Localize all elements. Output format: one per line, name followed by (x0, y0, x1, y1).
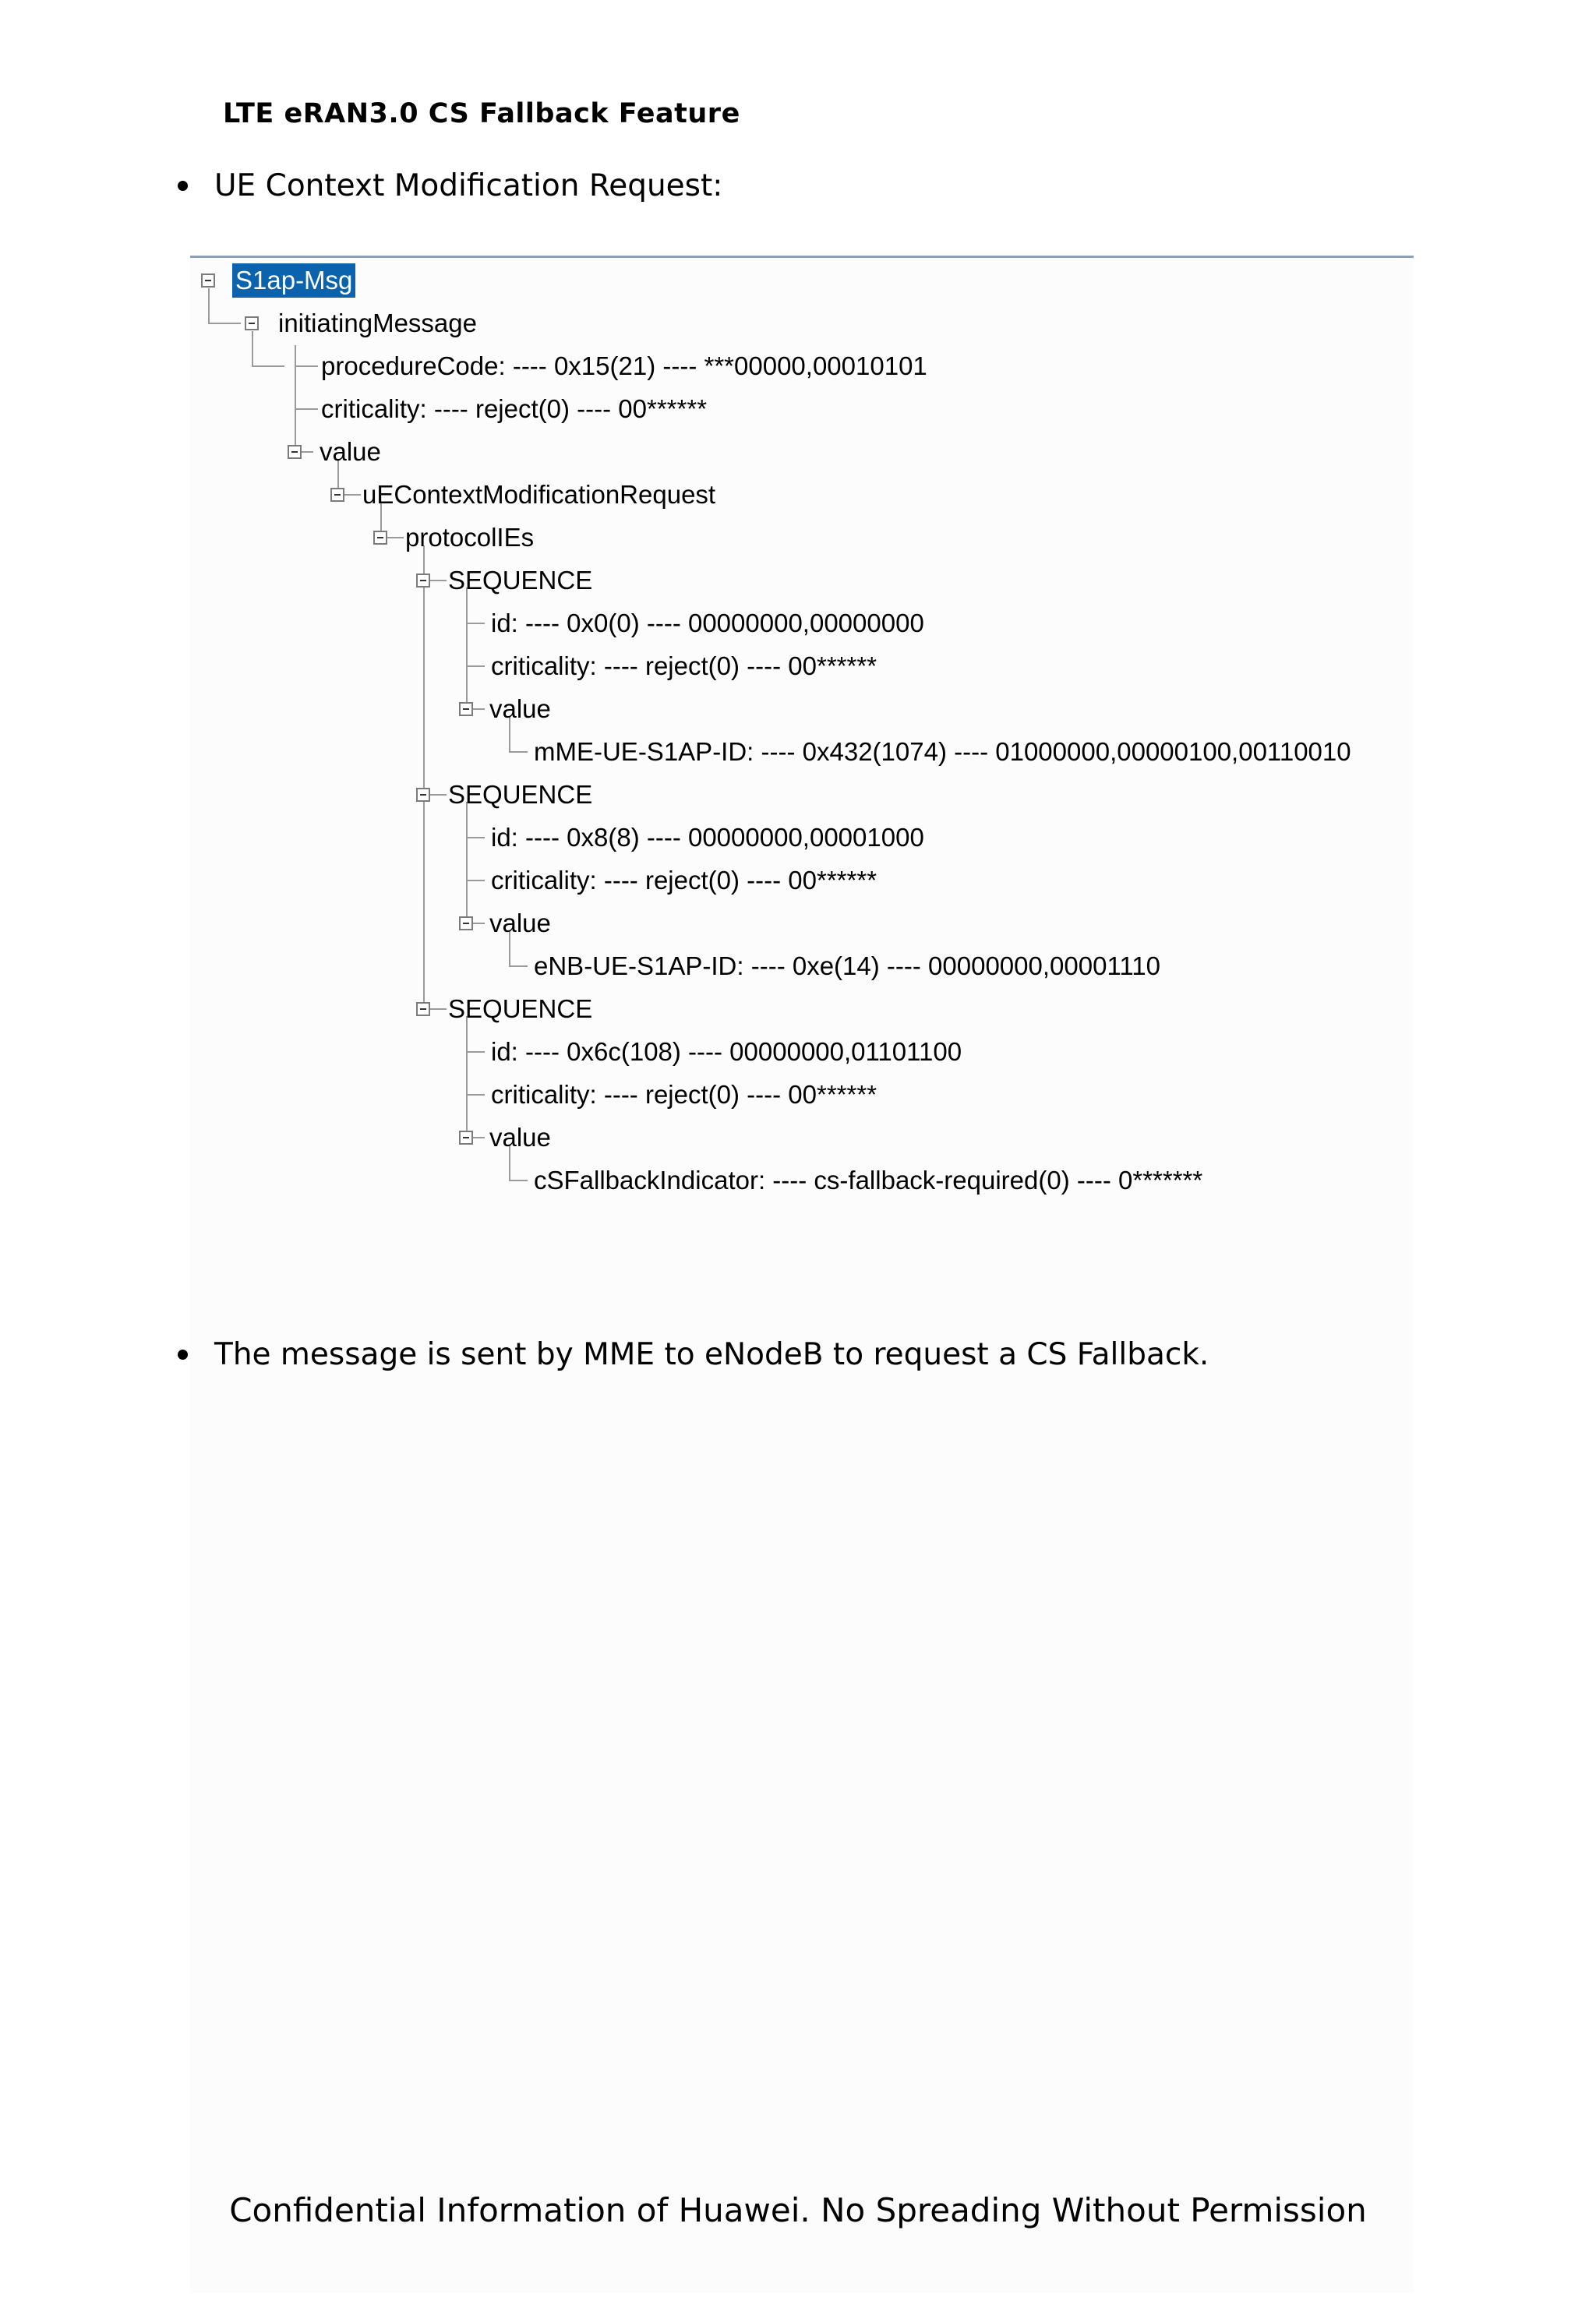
collapse-toggle-icon[interactable] (245, 316, 259, 330)
tree-connector (466, 1016, 468, 1141)
collapse-toggle-icon[interactable] (416, 788, 430, 802)
collapse-toggle-icon[interactable] (416, 573, 430, 588)
tree-node-label: id: ---- 0x0(0) ---- 00000000,00000000 (491, 609, 924, 637)
tree-node-label: criticality: ---- reject(0) ---- 00****** (491, 1080, 877, 1109)
tree-node-label: mME-UE-S1AP-ID: ---- 0x432(1074) ---- 01000000,00000100,00110010 (534, 737, 1351, 766)
tree-node-label: id: ---- 0x6c(108) ---- 00000000,01101100 (491, 1037, 962, 1066)
tree-connector (466, 1051, 485, 1053)
tree-connector (208, 288, 210, 323)
tree-connector (466, 1094, 485, 1096)
tree-node-label: criticality: ---- reject(0) ---- 00****** (321, 394, 708, 423)
document-header-title: LTE eRAN3.0 CS Fallback Feature (223, 98, 740, 129)
tree-connector (466, 802, 468, 926)
tree-connector (252, 331, 253, 366)
tree-connector (466, 665, 485, 667)
tree-node-label: SEQUENCE (448, 994, 593, 1023)
tree-node-label: procedureCode: ---- 0x15(21) ---- ***00000,00010101 (321, 351, 927, 380)
tree-node-label: protocolIEs (405, 523, 535, 552)
tree-connector (509, 1180, 528, 1181)
collapse-toggle-icon[interactable] (459, 1131, 473, 1145)
collapse-toggle-icon[interactable] (373, 531, 387, 545)
confidential-footer: Confidential Information of Huawei. No Spreading Without Permission (229, 2191, 1367, 2229)
description-bullet-text: The message is sent by MME to eNodeB to request a CS Fallback. (214, 1337, 1209, 1372)
collapse-toggle-icon[interactable] (459, 702, 473, 716)
tree-connector (208, 323, 241, 324)
tree-node-label: SEQUENCE (448, 566, 593, 595)
tree-node-label: value (489, 909, 551, 937)
tree-node-label: id: ---- 0x8(8) ---- 00000000,00001000 (491, 823, 924, 852)
tree-connector (466, 588, 468, 712)
bullet-dot (178, 1350, 188, 1360)
tree-connector (466, 623, 485, 624)
tree-node-label: value (489, 694, 551, 723)
collapse-toggle-icon[interactable] (416, 1002, 430, 1016)
collapse-toggle-icon[interactable] (330, 488, 344, 502)
description-bullet (178, 1337, 1209, 1372)
tree-connector (509, 965, 528, 967)
tree-node-label: cSFallbackIndicator: ---- cs-fallback-required(0) ---- 0******* (534, 1166, 1203, 1195)
tree-node-label: criticality: ---- reject(0) ---- 00****** (491, 651, 877, 680)
intro-bullet-text: UE Context Modification Request: (214, 168, 723, 203)
tree-node-root-label: S1ap-Msg (232, 263, 355, 298)
tree-connector (295, 365, 318, 367)
tree-connector (509, 751, 528, 753)
tree-node-label: uEContextModificationRequest (362, 480, 716, 509)
tree-connector (252, 365, 284, 367)
tree-connector (295, 345, 296, 454)
collapse-toggle-icon[interactable] (288, 445, 302, 459)
tree-node-label: criticality: ---- reject(0) ---- 00****** (491, 866, 877, 895)
tree-connector (466, 837, 485, 838)
tree-node-label: initiatingMessage (278, 309, 477, 337)
tree-connector (466, 880, 485, 881)
tree-connector (295, 408, 318, 410)
tree-node-label: value (320, 437, 381, 466)
tree-node-label: value (489, 1123, 551, 1152)
tree-node-label: eNB-UE-S1AP-ID: ---- 0xe(14) ---- 00000000,00001110 (534, 951, 1160, 980)
tree-node-label: SEQUENCE (448, 780, 593, 809)
tree-connector (423, 545, 425, 1016)
collapse-toggle-icon[interactable] (201, 274, 215, 288)
collapse-toggle-icon[interactable] (459, 916, 473, 930)
